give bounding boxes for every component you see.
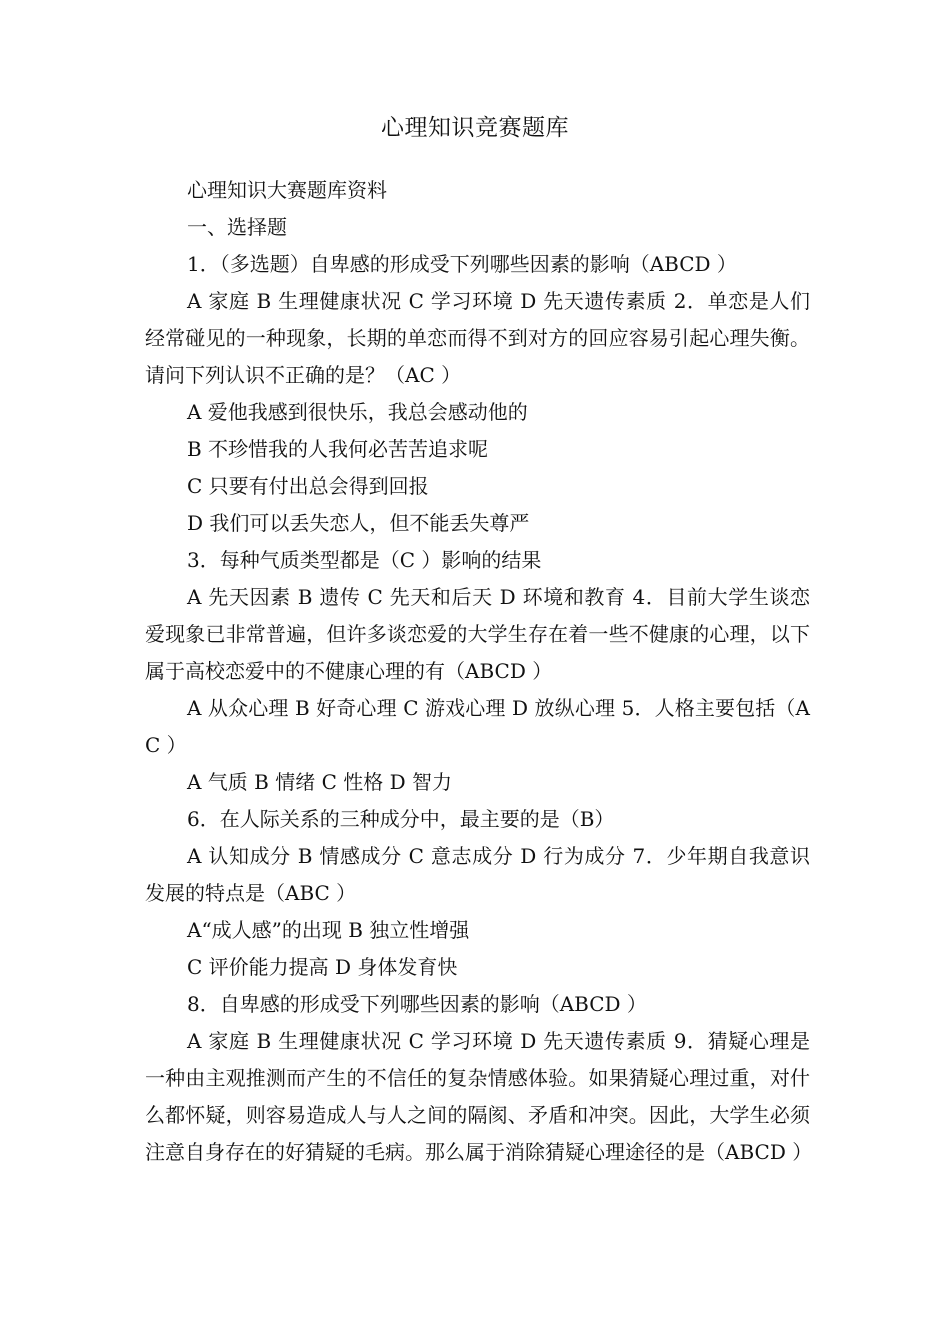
- options-6-question-7: A 认知成分 B 情感成分 C 意志成分 D 行为成分 7．少年期自我意识发展的特点是（ABC ）: [145, 844, 810, 905]
- question-6: 6．在人际关系的三种成分中，最主要的是（B）: [187, 807, 615, 831]
- question-1: 1．（多选题）自卑感的形成受下列哪些因素的影响（ABCD ）: [187, 252, 737, 276]
- options-8-question-9: A 家庭 B 生理健康状况 C 学习环境 D 先天遗传素质 9．猜疑心理是一种由主观推测而产生的不信任的复杂情感体验。如果猜疑心理过重，对什么都怀疑，则容易造成人与人之间的隔阂、矛盾和冲突。因此，大学生必须注意自身存在的好猜疑的毛病。那么属于消除猜疑心理途径的是（ABCD ）: [145, 1029, 813, 1164]
- option-2c: C 只要有付出总会得到回报: [187, 474, 429, 498]
- question-8: 8．自卑感的形成受下列哪些因素的影响（ABCD ）: [187, 992, 647, 1016]
- option-2d: D 我们可以丢失恋人，但不能丢失尊严: [187, 511, 530, 535]
- options-7-ab: A“成人感”的出现 B 独立性增强: [187, 918, 470, 942]
- options-7-cd: C 评价能力提高 D 身体发育快: [187, 955, 458, 979]
- option-2a: A 爱他我感到很快乐，我总会感动他的: [187, 400, 528, 424]
- options-4-question-5: A 从众心理 B 好奇心理 C 游戏心理 D 放纵心理 5．人格主要包括（AC ）: [145, 696, 810, 757]
- section-heading: 一、选择题: [187, 215, 287, 239]
- document-title: 心理知识竞赛题库: [381, 115, 569, 141]
- option-2b: B 不珍惜我的人我何必苦苦追求呢: [187, 437, 489, 461]
- document-body: [145, 172, 813, 1171]
- options-1-question-2: A 家庭 B 生理健康状况 C 学习环境 D 先天遗传素质 2．单恋是人们经常碰见的一种现象，长期的单恋而得不到对方的回应容易引起心理失衡。请问下列认识不正确的是？（AC ）: [145, 289, 810, 387]
- options-3-question-4: A 先天因素 B 遗传 C 先天和后天 D 环境和教育 4．目前大学生谈恋爱现象已非常普遍，但许多谈恋爱的大学生存在着一些不健康的心理，以下属于高校恋爱中的不健康心理的有（ABCD ）: [145, 585, 810, 683]
- question-3: 3．每种气质类型都是（C ）影响的结果: [187, 548, 542, 572]
- paragraph-subtitle: 心理知识大赛题库资料: [187, 178, 387, 202]
- options-5: A 气质 B 情绪 C 性格 D 智力: [187, 770, 452, 794]
